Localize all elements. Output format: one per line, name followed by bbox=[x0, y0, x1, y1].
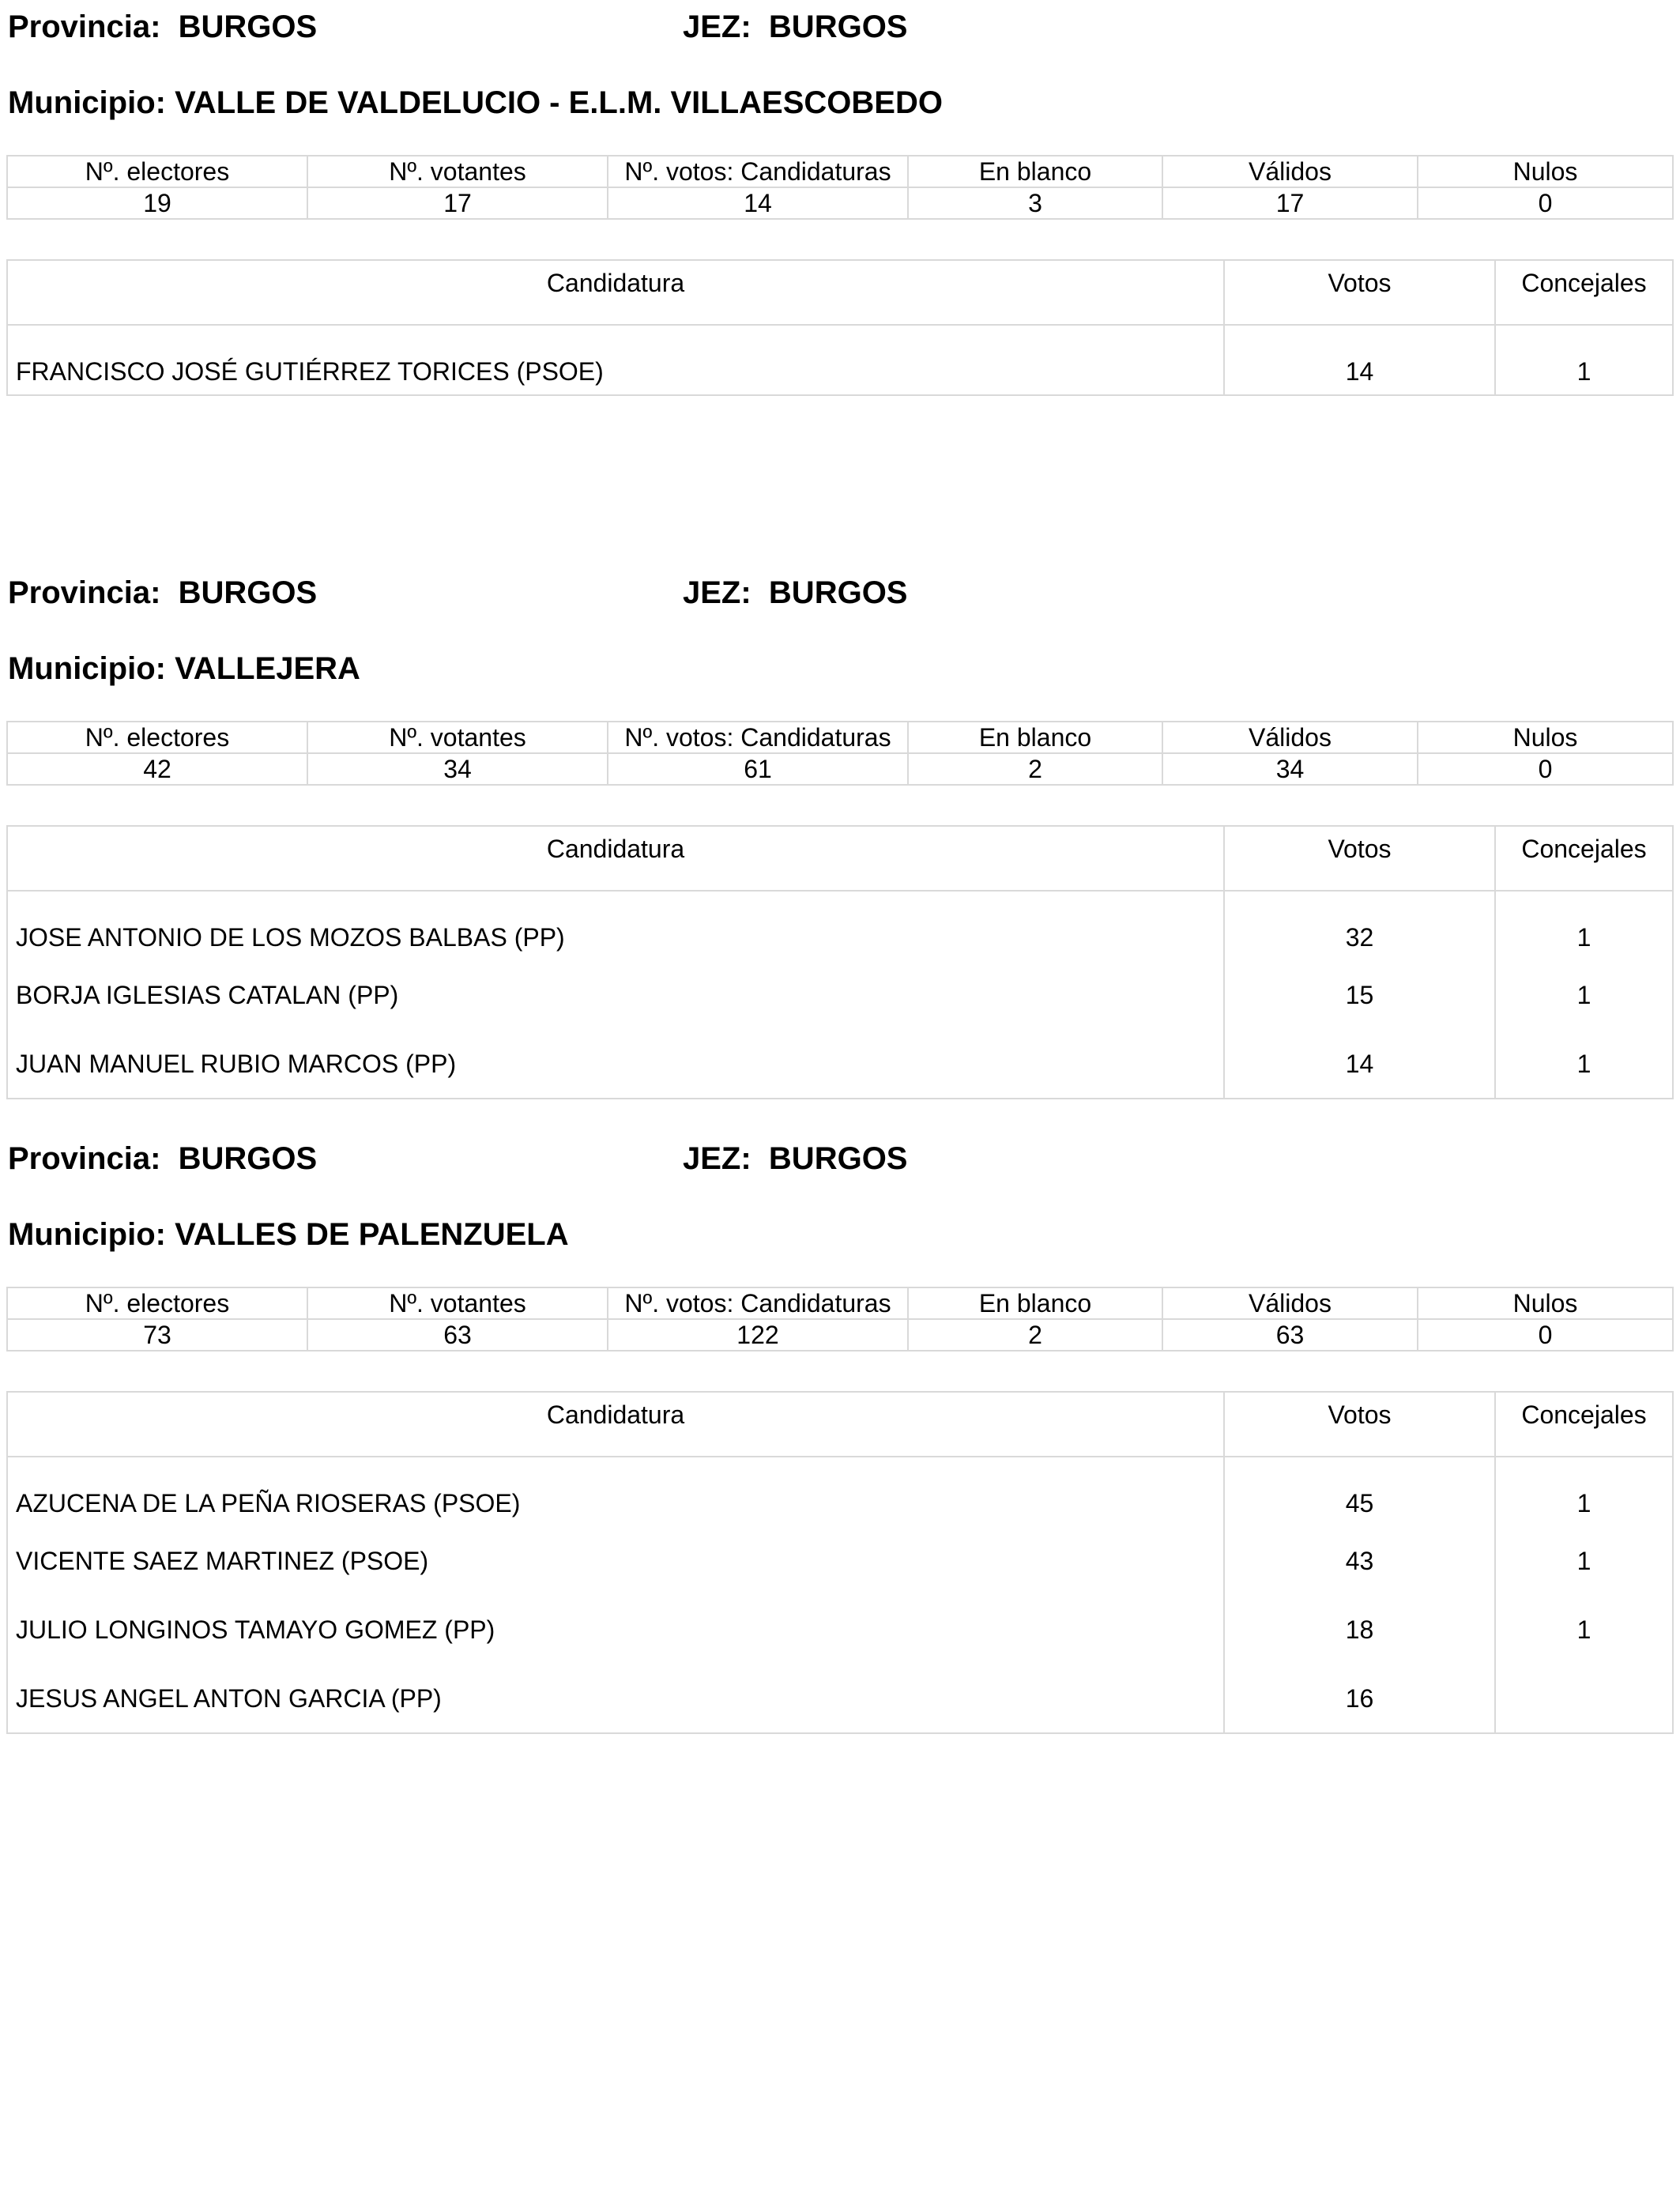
candidatura-header: Candidatura bbox=[7, 260, 1224, 325]
validos-value: 34 bbox=[1162, 753, 1418, 785]
provincia-label: Provincia: bbox=[8, 9, 161, 44]
jez-value: BURGOS bbox=[768, 1141, 908, 1176]
votos-candidaturas-value: 61 bbox=[608, 753, 908, 785]
votos-candidaturas-header: Nº. votos: Candidaturas bbox=[608, 722, 908, 753]
candidaturas-table bbox=[6, 1391, 1674, 1734]
candidate-row bbox=[7, 891, 1673, 960]
candidate-votos: 16 bbox=[1224, 1664, 1495, 1733]
candidate-concejales: 1 bbox=[1495, 1526, 1673, 1595]
votantes-header: Nº. votantes bbox=[307, 156, 608, 187]
jez-value: BURGOS bbox=[768, 9, 908, 44]
votantes-value: 34 bbox=[307, 753, 608, 785]
votantes-header: Nº. votantes bbox=[307, 722, 608, 753]
votantes-value: 17 bbox=[307, 187, 608, 219]
jez-label: JEZ: bbox=[683, 9, 751, 44]
stats-value-row bbox=[7, 1319, 1673, 1351]
electores-value: 73 bbox=[7, 1319, 307, 1351]
votos-candidaturas-header: Nº. votos: Candidaturas bbox=[608, 156, 908, 187]
validos-header: Válidos bbox=[1162, 722, 1418, 753]
candidatura-header: Candidatura bbox=[7, 1392, 1224, 1457]
nulos-value: 0 bbox=[1418, 187, 1673, 219]
candidate-row bbox=[7, 1664, 1673, 1733]
jez-heading bbox=[683, 8, 908, 46]
provincia-value: BURGOS bbox=[178, 9, 318, 44]
stats-header-row bbox=[7, 722, 1673, 753]
candidate-row bbox=[7, 325, 1673, 395]
jez-value: BURGOS bbox=[768, 575, 908, 610]
candidate-name: JESUS ANGEL ANTON GARCIA (PP) bbox=[7, 1664, 1224, 1733]
nulos-header: Nulos bbox=[1418, 722, 1673, 753]
candidate-row bbox=[7, 1526, 1673, 1595]
en-blanco-header: En blanco bbox=[908, 156, 1162, 187]
en-blanco-value: 2 bbox=[908, 753, 1162, 785]
candidate-votos: 32 bbox=[1224, 891, 1495, 960]
municipio-heading bbox=[8, 84, 943, 122]
votantes-header: Nº. votantes bbox=[307, 1287, 608, 1319]
stats-table bbox=[6, 1287, 1674, 1351]
candidate-name: JUAN MANUEL RUBIO MARCOS (PP) bbox=[7, 1029, 1224, 1099]
candidate-name: JULIO LONGINOS TAMAYO GOMEZ (PP) bbox=[7, 1595, 1224, 1664]
electores-header: Nº. electores bbox=[7, 1287, 307, 1319]
stats-table bbox=[6, 155, 1674, 220]
stats-header-row bbox=[7, 156, 1673, 187]
electores-header: Nº. electores bbox=[7, 156, 307, 187]
candidate-concejales: 1 bbox=[1495, 325, 1673, 395]
jez-label: JEZ: bbox=[683, 575, 751, 610]
candidate-name: BORJA IGLESIAS CATALAN (PP) bbox=[7, 960, 1224, 1029]
candidate-votos: 14 bbox=[1224, 1029, 1495, 1099]
candidatura-header: Candidatura bbox=[7, 826, 1224, 891]
municipio-heading bbox=[8, 1216, 569, 1253]
en-blanco-value: 3 bbox=[908, 187, 1162, 219]
municipio-value: VALLES DE PALENZUELA bbox=[175, 1217, 569, 1252]
candidate-concejales: 1 bbox=[1495, 1457, 1673, 1526]
candidaturas-header-row bbox=[7, 826, 1673, 891]
concejales-header: Concejales bbox=[1495, 1392, 1673, 1457]
votos-header: Votos bbox=[1224, 260, 1495, 325]
municipio-value: VALLEJERA bbox=[175, 651, 360, 686]
validos-value: 17 bbox=[1162, 187, 1418, 219]
votos-candidaturas-value: 122 bbox=[608, 1319, 908, 1351]
jez-label: JEZ: bbox=[683, 1141, 751, 1176]
electores-value: 42 bbox=[7, 753, 307, 785]
municipio-label: Municipio: bbox=[8, 85, 166, 120]
en-blanco-header: En blanco bbox=[908, 1287, 1162, 1319]
stats-table bbox=[6, 721, 1674, 786]
validos-value: 63 bbox=[1162, 1319, 1418, 1351]
en-blanco-header: En blanco bbox=[908, 722, 1162, 753]
provincia-label: Provincia: bbox=[8, 1141, 161, 1176]
candidate-votos: 15 bbox=[1224, 960, 1495, 1029]
candidaturas-header-row bbox=[7, 1392, 1673, 1457]
candidate-votos: 45 bbox=[1224, 1457, 1495, 1526]
candidate-votos: 43 bbox=[1224, 1526, 1495, 1595]
candidate-concejales: 1 bbox=[1495, 960, 1673, 1029]
jez-heading bbox=[683, 1140, 908, 1178]
stats-header-row bbox=[7, 1287, 1673, 1319]
validos-header: Válidos bbox=[1162, 156, 1418, 187]
votantes-value: 63 bbox=[307, 1319, 608, 1351]
votos-header: Votos bbox=[1224, 826, 1495, 891]
candidaturas-header-row bbox=[7, 260, 1673, 325]
candidate-concejales: 1 bbox=[1495, 891, 1673, 960]
nulos-header: Nulos bbox=[1418, 156, 1673, 187]
candidate-votos: 18 bbox=[1224, 1595, 1495, 1664]
candidate-row bbox=[7, 1457, 1673, 1526]
votos-header: Votos bbox=[1224, 1392, 1495, 1457]
jez-heading bbox=[683, 574, 908, 612]
stats-value-row bbox=[7, 753, 1673, 785]
provincia-label: Provincia: bbox=[8, 575, 161, 610]
votos-candidaturas-value: 14 bbox=[608, 187, 908, 219]
candidate-concejales bbox=[1495, 1664, 1673, 1733]
candidate-concejales: 1 bbox=[1495, 1595, 1673, 1664]
candidate-votos: 14 bbox=[1224, 325, 1495, 395]
candidate-row bbox=[7, 1029, 1673, 1099]
municipio-label: Municipio: bbox=[8, 651, 166, 686]
nulos-value: 0 bbox=[1418, 1319, 1673, 1351]
candidate-row bbox=[7, 1595, 1673, 1664]
votos-candidaturas-header: Nº. votos: Candidaturas bbox=[608, 1287, 908, 1319]
candidate-name: JOSE ANTONIO DE LOS MOZOS BALBAS (PP) bbox=[7, 891, 1224, 960]
provincia-heading bbox=[8, 8, 317, 46]
candidaturas-table bbox=[6, 825, 1674, 1099]
concejales-header: Concejales bbox=[1495, 260, 1673, 325]
stats-value-row bbox=[7, 187, 1673, 219]
candidate-concejales: 1 bbox=[1495, 1029, 1673, 1099]
candidate-name: FRANCISCO JOSÉ GUTIÉRREZ TORICES (PSOE) bbox=[7, 325, 1224, 395]
provincia-heading bbox=[8, 1140, 317, 1178]
municipio-label: Municipio: bbox=[8, 1217, 166, 1252]
concejales-header: Concejales bbox=[1495, 826, 1673, 891]
provincia-value: BURGOS bbox=[178, 1141, 318, 1176]
en-blanco-value: 2 bbox=[908, 1319, 1162, 1351]
electores-header: Nº. electores bbox=[7, 722, 307, 753]
candidate-row bbox=[7, 960, 1673, 1029]
nulos-value: 0 bbox=[1418, 753, 1673, 785]
validos-header: Válidos bbox=[1162, 1287, 1418, 1319]
candidate-name: AZUCENA DE LA PEÑA RIOSERAS (PSOE) bbox=[7, 1457, 1224, 1526]
municipio-heading bbox=[8, 650, 360, 688]
municipio-value: VALLE DE VALDELUCIO - E.L.M. VILLAESCOBEDO bbox=[175, 85, 943, 120]
nulos-header: Nulos bbox=[1418, 1287, 1673, 1319]
candidaturas-table bbox=[6, 259, 1674, 396]
electores-value: 19 bbox=[7, 187, 307, 219]
provincia-heading bbox=[8, 574, 317, 612]
candidate-name: VICENTE SAEZ MARTINEZ (PSOE) bbox=[7, 1526, 1224, 1595]
provincia-value: BURGOS bbox=[178, 575, 318, 610]
